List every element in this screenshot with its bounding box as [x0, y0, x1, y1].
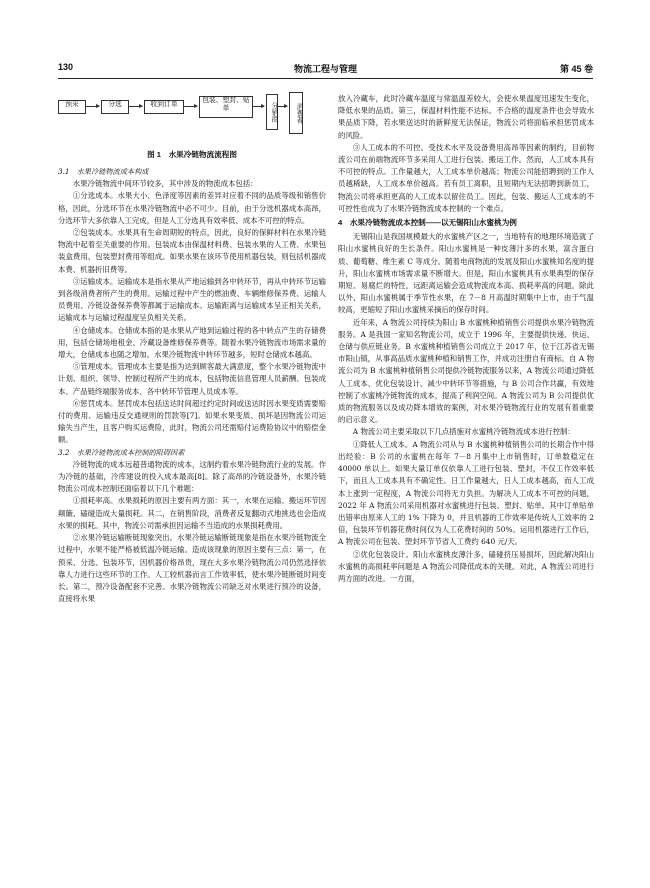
paragraph: 无锡阳山是我国规模最大的水蜜桃产区之一，当地特有的地理环境造就了阳山水蜜桃良好的生长条件。阳山水蜜桃是一种皮薄汁多的水果，富含蛋白质、葡萄糖、维生素 C 等成分。随着电商物流的发展及阳山水蜜桃知名度的提升，阳山水蜜桃市场需求量不断增大。但是，阳山水蜜桃具有水果典型的保存期短、易腐烂的特性，远距离运输会造成物流成本高、损耗率高的问题。除此以外，阳山水蜜桃属于季节性水果，在 7－8 月高温时期集中上市，由于气温较高，更缩短了阳山水蜜桃采摘后的保存时间。 — [338, 232, 594, 315]
section-heading: 4 水果冷链物流成本控制——以无锡阳山水蜜桃为例 — [338, 218, 517, 228]
section-heading: 3.1 水果冷链物流成本构成 — [58, 167, 149, 176]
right-column — [338, 93, 594, 585]
flow-box-distributor: 分销商 — [266, 94, 278, 130]
paragraph: ①分选成本。水果大小、色泽度等因素的差异对应着不同的品质等级和销售价格，因此，分选环节在水果冷链物流中必不可少。目前，由于分选机器成本高昂，分选环节大多依靠人工完成，但是人工分选具有效率低、成本不可控的特点。 — [58, 191, 326, 225]
flow-box-preharvest: 预采 — [58, 100, 86, 114]
page-header — [58, 62, 593, 79]
flow-box-packaging: 包装、塑封、贴单 — [199, 96, 253, 118]
flow-arrow — [277, 106, 287, 107]
paragraph: 近年来，A 物流公司持续为阳山 B 水蜜桃种植销售公司提供水果冷链物流服务。A 是我国一家知名物流公司，成立于 1996 年，主要提供快递、快运、仓储与供应链业务。B 水蜜桃种植销售公司成立于 2017 年，位于江苏省无锡市阳山镇，从事高品质水蜜桃种植和销售工作，并成功注册自有商标。自 A 物流公司为 B 水蜜桃种植销售公司提供冷链物流服务以来，A 物流公司通过降低人工成本、优化包装设计、减少中转环节等措施，与 B 公司合作共赢，有效地控制了水蜜桃冷链物流的成本，提高了利润空间。A 物流公司为 B 公司提供优质的物流服务以及成功降本增效的案例，对水果冷链物流行业的发展有着重要的启示意义。 — [338, 317, 594, 425]
figure-caption: 图 1 水果冷链物流流程图 — [147, 150, 237, 159]
flow-arrow — [85, 106, 99, 107]
paragraph: 放入冷藏车，此时冷藏车温度与常温温差较大，会使水果温度迅速发生变化，降低水果的品质。第三，保温材料性能不达标。不合格的温度条件也会导致水果品质下降，若水果送达时的新鲜度无法保证，物流公司将面临承担惩罚成本的风险。 — [338, 94, 594, 140]
paragraph: ②优化包装设计。阳山水蜜桃皮薄汁多，磕碰挤压易损坏，因此解决阳山水蜜桃的高损耗率问题是 A 物流公司降低成本的关键。对此，A 物流公司进行两方面的改进。一方面， — [338, 549, 594, 583]
flow-diagram — [58, 92, 326, 134]
paragraph: 冷链物流的成本远超普通物流的成本，这制约着水果冷链物流行业的发展。作为冷链的基础，冷库建设的投入成本最高[8]。除了高昂的冷链设备外，水果冷链物流公司成本控制还面临着以下几个难题： — [58, 459, 326, 494]
paragraph: ①损耗率高。水果损耗的原因主要有两方面：其一，水果在运输、搬运环节因颠簸、磕碰造成大量损耗。其二，在销售阶段，消费者反复翻动式地挑选也会造成水果的损耗。其中，物流公司需承担因运输不当造成的水果损耗费用。 — [58, 496, 326, 530]
flow-box-orders: 收到订单 — [144, 100, 184, 114]
flow-arrow — [252, 106, 264, 107]
paragraph: 水果冷链物流中间环节较多，其中涉及的物流成本包括： — [72, 179, 258, 189]
section-heading: 3.2 水果冷链物流成本控制的阻碍因素 — [58, 447, 185, 457]
paragraph: ②包装成本。水果具有生命周期短的特点，因此，良好的保鲜材料在水果冷链物流中起着至关重要的作用。包装成本由保温材料费、包装水果的人工费、水果包装盒费用、包装塑封费用等组成。如果水果在该环节使用机器包装，则包括机器成本费、机器折旧费等。 — [58, 228, 326, 274]
flow-box-sorting: 分选 — [101, 100, 129, 114]
volume-label: 第 45 卷 — [559, 64, 593, 74]
paragraph: ④仓储成本。仓储成本指的是水果从产地到运输过程的各中转点产生的存储费用，包括仓储场地租金、冷藏设备维修保养费等。随着水果冷链物流市场需求量的增大，仓储成本也随之增加。水果冷链物流中转环节越多，短时仓储成本越高。 — [58, 325, 326, 360]
left-column — [58, 166, 326, 605]
paragraph: ③人工成本的不可控。受技术水平及设备费用高昂等因素的制约，目前物流公司在前端物流环节多采用人工进行包装、搬运工作。然而，人工成本具有不可控的特点。工作量越大，人工成本单价越高；物流公司能招聘到的工作人员越稀缺，人工成本单价越高。若有员工离职，且短期内无法招聘到新员工，物流公司将承担更高的人工成本以留住员工。因此，包装、搬运人工成本的不可控性也成为了水果冷链物流成本控制的一个难点。 — [338, 142, 594, 213]
paragraph: ⑥惩罚成本。惩罚成本包括送达时间超过约定时间或送达时因水果变质需要赔付的费用、运输违反交通规则的罚款等[7]。如果水果变质、损坏是因物流公司运输失当产生，且客户购买运费险，此时，物流公司还需赔付运费险协议中的赔偿金额。 — [58, 398, 326, 445]
page-number: 130 — [58, 62, 74, 72]
flow-box-consumer: 消费者 — [289, 92, 303, 134]
flow-arrow — [183, 106, 197, 107]
paragraph: ②水果冷链运输断链现象突出。水果冷链运输断链现象是指在水果冷链物流全过程中，水果不能严格被低温冷链运输。造成该现象的原因主要有三点：第一，在预采、分选、包装环节，因机器价格昂贵，现在大多水果冷链物流公司仍然选择依靠人力进行这些环节的工作。人工较机器而言工作效率低，使水果冷链断链时间变长。第二，预冷设备配套不完善。水果冷链物流公司缺乏对水果进行预冷的设备，直接将水果 — [58, 533, 326, 604]
paragraph: ③运输成本。运输成本是指水果从产地运输到各中转环节，再从中转环节运输到各级消费者所产生的费用。运输过程中产生的燃油费、车辆维修保养费、运输人员费用、冷链设备保养费等都属于运输成本。运输距离与运输成本呈正相关关系，运输成本与运输过程温度呈负相关关系。 — [58, 276, 326, 323]
flow-arrow — [128, 106, 142, 107]
journal-title: 物流工程与管理 — [293, 64, 357, 74]
paragraph: ⑤管理成本。管理成本主要是指为达到顾客最大满意度，整个水果冷链物流中计划、组织、领导、控制过程所产生的成本，包括物流信息管理人员薪酬、包装成本、产品链终端服务成本、各中转环节管理人员成本等。 — [58, 362, 326, 396]
paragraph: ①降低人工成本。A 物流公司从与 B 水蜜桃种植销售公司的长期合作中得出经验：B 公司的水蜜桃在每年 7－8 月集中上市销售时，订单数稳定在 40000 单以上。如果大量订单仅依靠人工进行包装、塑封，不仅工作效率低下，而且人工成本具有不确定性。日工作量越大，日人工成本越高，而人工成本上涨到一定程度，A 物流公司将无力负担。为解决人工成本不可控的问题，2022 年 A 物流公司采用机器对水蜜桃进行包装、塑封、贴单。其中订单贴单出错率由原来人工的 1% 下降为 0，并且机器的工作效率是传统人工效率的 2 倍，包装环节机器花费时间仅为人工花费时间的 50%。运用机器进行工作后，A 物流公司在包装、塑封环节节省人工费约 640 元/天。 — [338, 439, 594, 547]
paragraph: A 物流公司主要采取以下几点措施对水蜜桃冷链物流成本进行控制： — [352, 427, 575, 437]
